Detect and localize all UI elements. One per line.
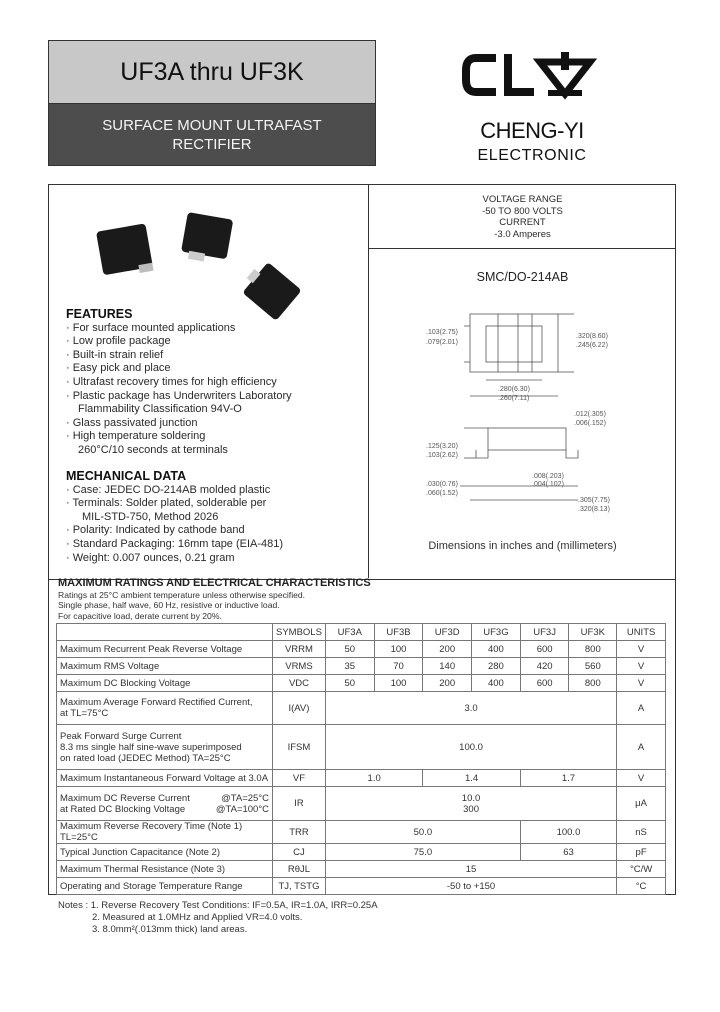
feature-item: · Glass passivated junction (66, 416, 198, 429)
current-label: CURRENT (499, 217, 546, 228)
value-cell: 63 (520, 844, 616, 861)
value-cell: 600 (520, 675, 569, 692)
horizontal-divider (368, 248, 675, 249)
unit-cell: A (617, 692, 666, 725)
value-cell: 75.0 (325, 844, 520, 861)
features-title: FEATURES (66, 307, 133, 321)
value-cell: 800 (569, 641, 617, 658)
company-name: CHENG-YI (480, 118, 584, 143)
dim-label: .079(2.01) (426, 339, 458, 346)
header-cell: UF3D (423, 624, 472, 641)
table-row (57, 878, 666, 895)
vertical-divider (368, 184, 369, 578)
feature-item: 260°C/10 seconds at terminals (78, 443, 228, 456)
header-cell: UNITS (617, 624, 666, 641)
symbol-cell: RθJL (273, 861, 326, 878)
dim-label: .103(2.75) (426, 329, 458, 336)
value-cell: 1.0 (325, 770, 422, 787)
header-cell: UF3J (520, 624, 569, 641)
mechanical-item: · Standard Packaging: 16mm tape (EIA-481) (66, 537, 284, 550)
dim-label: .320(8.60) (576, 333, 608, 340)
feature-item: · Easy pick and place (66, 362, 171, 375)
value-cell: 420 (520, 658, 569, 675)
value-cell: 400 (472, 641, 521, 658)
symbol-cell: VRRM (273, 641, 326, 658)
dim-label: .030(0.76) (426, 481, 458, 488)
param-cell: Maximum Reverse Recovery Time (Note 1) TL=25°C (57, 821, 273, 844)
value-cell: 3.0 (325, 692, 616, 725)
value-cell: 50 (325, 641, 374, 658)
dim-label: .260(7.11) (498, 395, 530, 402)
symbol-cell: IFSM (273, 725, 326, 770)
value-cell: 50 (325, 675, 374, 692)
symbol-cell: VF (273, 770, 326, 787)
mechanical-title: MECHANICAL DATA (66, 469, 187, 483)
package-chip-2 (180, 212, 233, 265)
condition-line: For capacitive load, derate current by 20%. (58, 610, 222, 621)
condition-line: Single phase, half wave, 60 Hz, resistive or inductive load. (58, 600, 280, 611)
subtitle-line-1: SURFACE MOUNT ULTRAFAST (102, 116, 322, 134)
header-cell (57, 624, 273, 641)
table-row (57, 844, 666, 861)
param-cell: Operating and Storage Temperature Range (57, 878, 273, 895)
unit-cell: nS (617, 821, 666, 844)
header-cell: UF3B (374, 624, 423, 641)
notes-section (58, 900, 378, 936)
voltage-range-label: VOLTAGE RANGE (482, 194, 563, 205)
feature-item: · Built-in strain relief (66, 348, 164, 361)
title-box (48, 40, 376, 166)
value-cell: 600 (520, 641, 569, 658)
dimensions-caption: Dimensions in inches and (millimeters) (428, 540, 617, 552)
symbol-cell: VRMS (273, 658, 326, 675)
note-line: Notes : 1. Reverse Recovery Test Conditions: IF=0.5A, IR=1.0A, IRR=0.25A (58, 900, 378, 911)
table-row (57, 675, 666, 692)
param-cell: Maximum Thermal Resistance (Note 3) (57, 861, 273, 878)
param-cell: Peak Forward Surge Current 8.3 ms single half sine-wave superimposed on rated load (JEDEC Method) TA=25°C (57, 725, 273, 770)
dim-label: .280(6.30) (498, 386, 530, 393)
param-cell: Maximum RMS Voltage (57, 658, 273, 675)
header-cell: UF3K (569, 624, 617, 641)
value-cell: 35 (325, 658, 374, 675)
value-cell: 560 (569, 658, 617, 675)
value-cell: 1.4 (423, 770, 520, 787)
logo-mark-icon (462, 50, 602, 112)
table-row (57, 861, 666, 878)
param-cell: Maximum DC Reverse Current @TA=25°C at Rated DC Blocking Voltage @TA=100°C (57, 787, 273, 821)
mechanical-item: · Weight: 0.007 ounces, 0.21 gram (66, 551, 235, 564)
package-drawing (424, 300, 616, 520)
unit-cell: pF (617, 844, 666, 861)
dim-label: .060(1.52) (426, 490, 458, 497)
value-cell: 400 (472, 675, 521, 692)
note-line: 3. 8.0mm²(.013mm thick) land areas. (92, 924, 248, 935)
symbol-cell: CJ (273, 844, 326, 861)
header-cell: SYMBOLS (273, 624, 326, 641)
mechanical-item: · Case: JEDEC DO-214AB molded plastic (66, 483, 271, 496)
value-cell: 1.7 (520, 770, 616, 787)
company-logo (462, 50, 602, 170)
voltage-range-value: -50 TO 800 VOLTS (482, 205, 563, 217)
param-cell: Maximum DC Blocking Voltage (57, 675, 273, 692)
value-cell: 140 (423, 658, 472, 675)
table-row (57, 725, 666, 770)
value-cell: 200 (423, 675, 472, 692)
condition-line: Ratings at 25°C ambient temperature unless otherwise specified. (58, 590, 306, 600)
ratings-table (56, 623, 666, 895)
mechanical-item: · Polarity: Indicated by cathode band (66, 524, 245, 537)
value-cell: 10.0 300 (325, 787, 616, 821)
unit-cell: μA (617, 787, 666, 821)
subtitle-line-2: RECTIFIER (172, 135, 252, 153)
value-cell: 50.0 (325, 821, 520, 844)
param-cell: Maximum Recurrent Peak Reverse Voltage (57, 641, 273, 658)
unit-cell: °C (617, 878, 666, 895)
mechanical-item: · Terminals: Solder plated, solderable per (66, 497, 267, 510)
mechanical-section (66, 470, 366, 565)
header-cell: UF3A (325, 624, 374, 641)
table-row (57, 658, 666, 675)
value-cell: 100.0 (520, 821, 616, 844)
dim-label: .320(8.13) (578, 506, 610, 513)
table-row (57, 770, 666, 787)
ratings-title: MAXIMUM RATINGS AND ELECTRICAL CHARACTERISTICS (58, 577, 371, 589)
unit-cell: °C/W (617, 861, 666, 878)
feature-item: Flammability Classification 94V-O (78, 403, 242, 416)
part-range-title: UF3A thru UF3K (49, 41, 375, 104)
spec-summary (370, 194, 675, 240)
value-cell: 200 (423, 641, 472, 658)
table-row (57, 821, 666, 844)
product-photo (88, 208, 328, 320)
current-value: -3.0 Amperes (494, 228, 551, 240)
symbol-cell: TJ, TSTG (273, 878, 326, 895)
mechanical-item: MIL-STD-750, Method 2026 (82, 510, 219, 523)
param-cell: Maximum Instantaneous Forward Voltage at 3.0A (57, 770, 273, 787)
feature-item: · Ultrafast recovery times for high efficiency (66, 375, 277, 388)
dim-label: .012(.305) (574, 411, 606, 418)
header-cell: UF3G (472, 624, 521, 641)
subtitle-block (49, 104, 375, 165)
unit-cell: V (617, 641, 666, 658)
param-cell: Maximum Average Forward Rectified Current, at TL=75°C (57, 692, 273, 725)
package-chip-1 (96, 223, 154, 279)
table-header-row (57, 624, 666, 641)
dim-label: .103(2.62) (426, 452, 458, 459)
param-cell: Typical Junction Capacitance (Note 2) (57, 844, 273, 861)
features-section (66, 308, 366, 458)
package-name: SMC/DO-214AB (476, 270, 569, 284)
feature-item: · For surface mounted applications (66, 321, 236, 334)
value-cell: 100 (374, 641, 423, 658)
symbol-cell: IR (273, 787, 326, 821)
value-cell: 70 (374, 658, 423, 675)
company-division: ELECTRONIC (477, 147, 587, 164)
table-row (57, 692, 666, 725)
value-cell: 800 (569, 675, 617, 692)
unit-cell: A (617, 725, 666, 770)
feature-item: · Plastic package has Underwriters Laboratory (66, 389, 292, 402)
dim-label: .305(7.75) (578, 497, 610, 504)
value-cell: 100.0 (325, 725, 616, 770)
symbol-cell: I(AV) (273, 692, 326, 725)
ratings-conditions (58, 590, 305, 621)
feature-item: · Low profile package (66, 335, 171, 348)
dim-label: .245(6.22) (576, 342, 608, 349)
value-cell: 280 (472, 658, 521, 675)
symbol-cell: VDC (273, 675, 326, 692)
note-line: 2. Measured at 1.0MHz and Applied VR=4.0 volts. (92, 912, 303, 923)
unit-cell: V (617, 675, 666, 692)
table-row (57, 641, 666, 658)
dim-label: .006(.152) (574, 420, 606, 427)
value-cell: 100 (374, 675, 423, 692)
dim-label: .125(3.20) (426, 443, 458, 450)
feature-item: · High temperature soldering (66, 430, 206, 443)
unit-cell: V (617, 770, 666, 787)
dim-label: .008(.203) (532, 473, 564, 480)
unit-cell: V (617, 658, 666, 675)
symbol-cell: TRR (273, 821, 326, 844)
dim-label: .004(.102) (532, 481, 564, 488)
value-cell: -50 to +150 (325, 878, 616, 895)
value-cell: 15 (325, 861, 616, 878)
table-row (57, 787, 666, 821)
